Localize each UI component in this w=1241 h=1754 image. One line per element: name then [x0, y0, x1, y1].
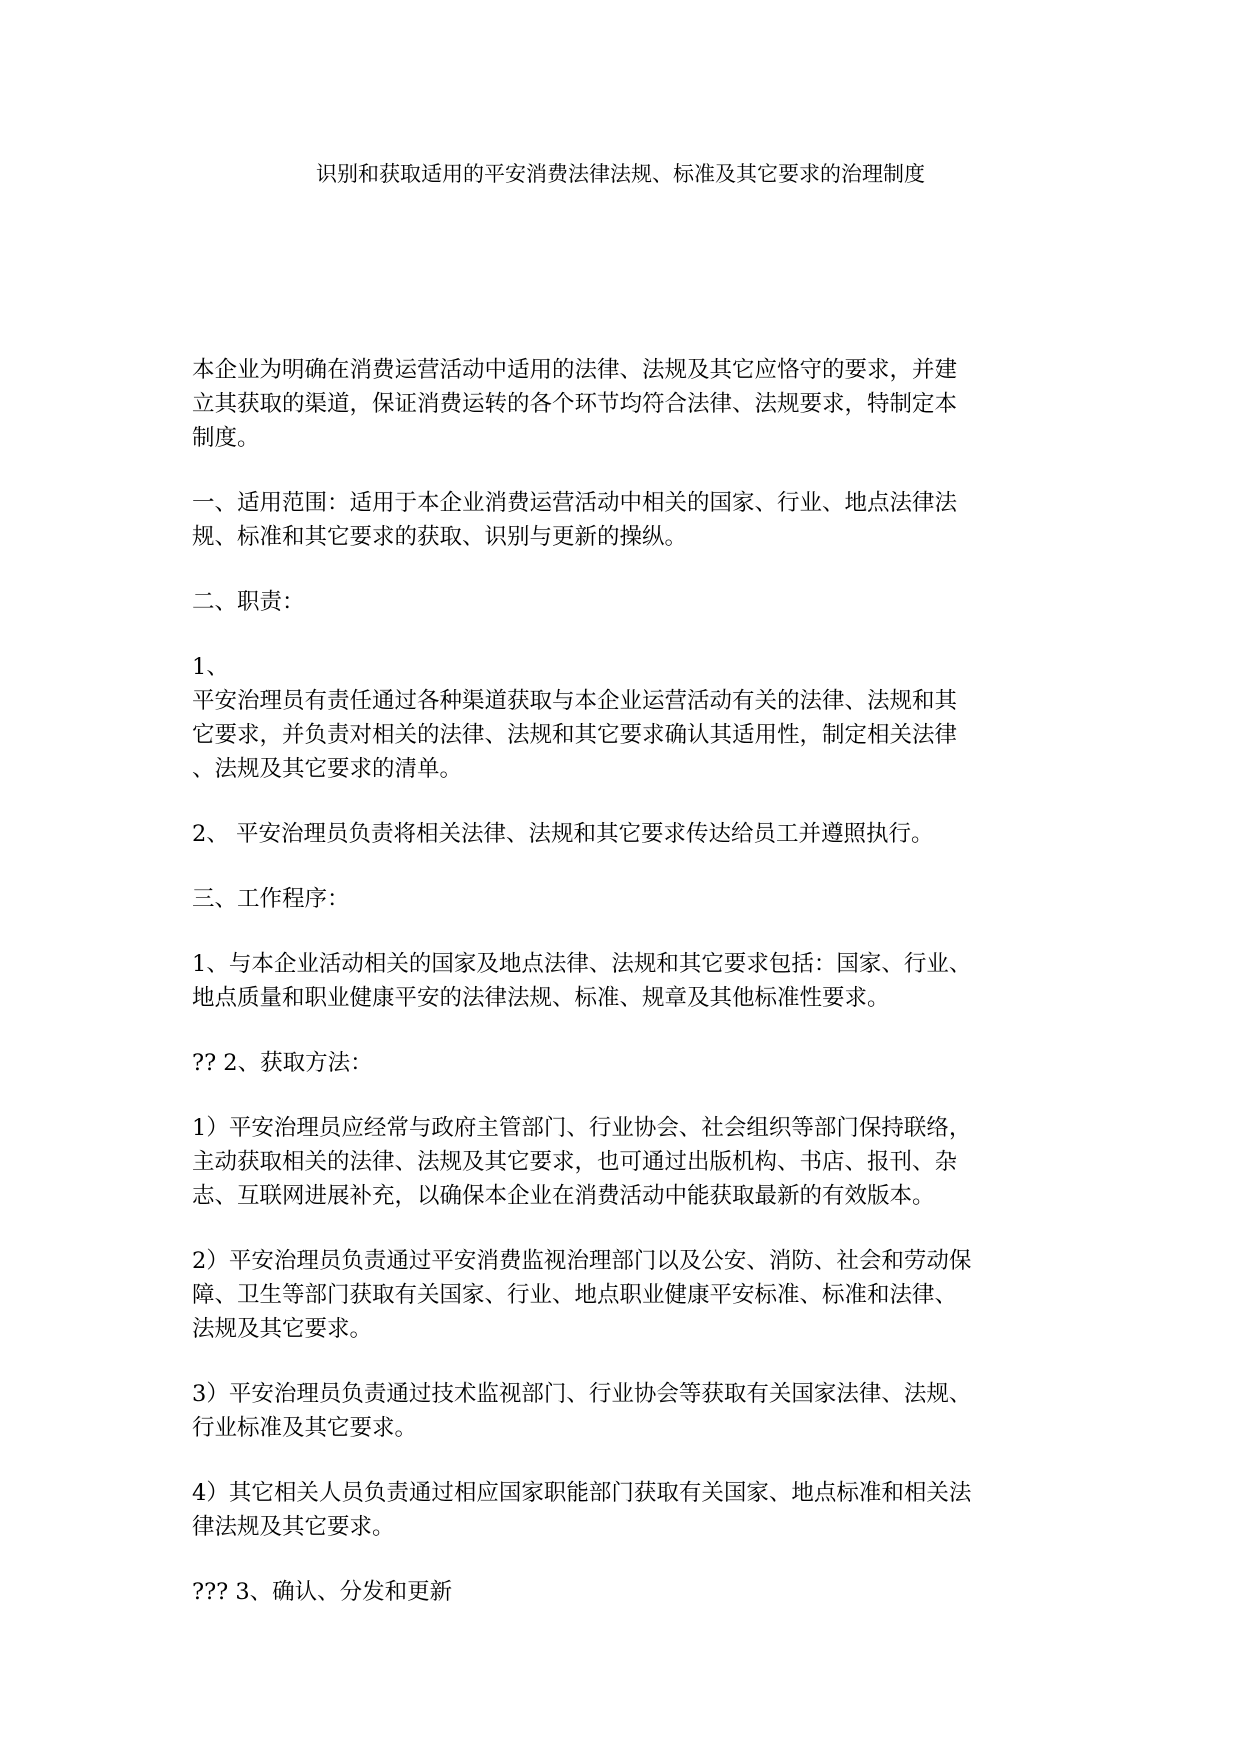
- paragraph: [192, 650, 1062, 786]
- text-line: 平安治理员有责任通过各种渠道获取与本企业运营活动有关的法律、法规和其: [192, 688, 958, 714]
- text-line: 行业标准及其它要求。: [192, 1415, 418, 1441]
- text-line: 三、工作程序：: [192, 886, 350, 912]
- paragraph: [192, 947, 1062, 1015]
- text-line: ??? 3、确认、分发和更新: [192, 1579, 453, 1605]
- text-line: 立其获取的渠道，保证消费运转的各个环节均符合法律、法规要求，特制定本: [192, 391, 958, 417]
- text-line: 1）平安治理员应经常与政府主管部门、行业协会、社会组织等部门保持联络，: [192, 1115, 972, 1141]
- paragraph: [192, 585, 1062, 619]
- paragraph: [192, 353, 1062, 455]
- text-line: 二、职责：: [192, 589, 305, 615]
- text-line: 4）其它相关人员负责通过相应国家职能部门获取有关国家、地点标准和相关法: [192, 1480, 972, 1506]
- text-line: 2）平安治理员负责通过平安消费监视治理部门以及公安、消防、社会和劳动保: [192, 1248, 972, 1274]
- paragraph: [192, 1111, 1062, 1213]
- text-line: ?? 2、获取方法：: [192, 1050, 373, 1076]
- paragraph: [192, 882, 1062, 916]
- paragraph: [192, 486, 1062, 554]
- text-line: 律法规及其它要求。: [192, 1514, 395, 1540]
- text-line: 志、互联网进展补充，以确保本企业在消费活动中能获取最新的有效版本。: [192, 1183, 935, 1209]
- text-line: 地点质量和职业健康平安的法律法规、标准、规章及其他标准性要求。: [192, 985, 890, 1011]
- text-line: 制度。: [192, 425, 260, 451]
- text-line: 规、标准和其它要求的获取、识别与更新的操纵。: [192, 524, 688, 550]
- text-line: 本企业为明确在消费运营活动中适用的法律、法规及其它应恪守的要求，并建: [192, 357, 958, 383]
- document-title: 识别和获取适用的平安消费法律法规、标准及其它要求的治理制度: [316, 162, 925, 186]
- text-line: 2、 平安治理员负责将相关法律、法规和其它要求传达给员工并遵照执行。: [192, 821, 934, 847]
- paragraph: [192, 1046, 1062, 1080]
- text-line: 它要求，并负责对相关的法律、法规和其它要求确认其适用性，制定相关法律: [192, 722, 958, 748]
- paragraph: [192, 817, 1062, 851]
- text-line: 1、: [192, 654, 229, 680]
- text-line: 法规及其它要求。: [192, 1316, 373, 1342]
- paragraph: [192, 1476, 1062, 1544]
- text-line: 一、适用范围：适用于本企业消费运营活动中相关的国家、行业、地点法律法: [192, 490, 958, 516]
- document-body: [192, 353, 1062, 1640]
- text-line: 主动获取相关的法律、法规及其它要求，也可通过出版机构、书店、报刊、杂: [192, 1149, 958, 1175]
- paragraph: [192, 1575, 1062, 1609]
- text-line: 、法规及其它要求的清单。: [192, 756, 463, 782]
- text-line: 3）平安治理员负责通过技术监视部门、行业协会等获取有关国家法律、法规、: [192, 1381, 972, 1407]
- paragraph: [192, 1377, 1062, 1445]
- text-line: 障、卫生等部门获取有关国家、行业、地点职业健康平安标准、标准和法律、: [192, 1282, 958, 1308]
- paragraph: [192, 1244, 1062, 1346]
- text-line: 1、与本企业活动相关的国家及地点法律、法规和其它要求包括：国家、行业、: [192, 951, 972, 977]
